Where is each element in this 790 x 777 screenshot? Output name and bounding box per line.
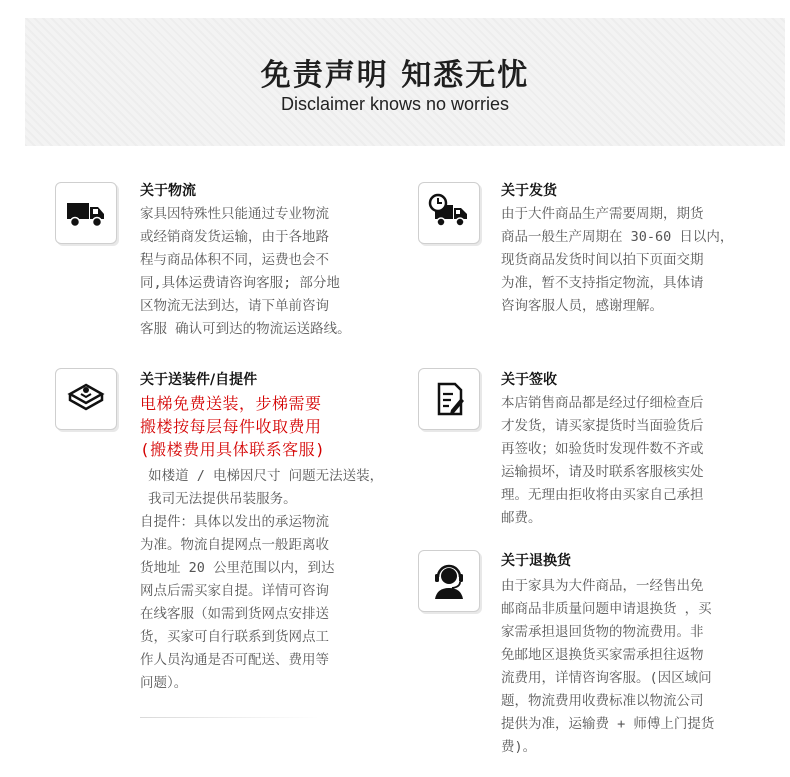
divider: [140, 717, 320, 718]
returns-title: 关于退换货: [501, 553, 571, 569]
customer-service-icon: [418, 550, 480, 612]
delivery-red-note: 电梯免费送装，步梯需要 搬楼按每层每件收取费用 (搬楼费用具体联系客服): [140, 394, 326, 459]
page-title: 免责声明 知悉无忧: [260, 58, 530, 93]
shipping-title: 关于发货: [501, 183, 557, 199]
shipping-body: 由于大件商品生产需要周期，期货 商品一般生产周期在 30-60 日以内， 现货商品发货时间以拍下页面交期 为准，暂不支持指定物流，具体请 咨询客服人员，感谢理解。: [501, 206, 734, 314]
logistics-title: 关于物流: [140, 183, 196, 199]
delivery-clock-icon: [418, 182, 480, 244]
box-assembly-icon: [55, 368, 117, 430]
delivery-title: 关于送装件/自提件: [140, 372, 258, 388]
sign-document-icon: [418, 368, 480, 430]
page-subtitle: Disclaimer knows no worries: [280, 94, 510, 114]
logistics-body: 家具因特殊性只能通过专业物流 或经销商发货运输，由于各地路 程与商品体积不同，运费也会不 同,具体运费请咨询客服; 部分地 区物流无法到达，请下单前咨询 客服 确认可到达的物流运送路线。: [140, 206, 351, 337]
receipt-title: 关于签收: [501, 372, 557, 388]
truck-icon: [55, 182, 117, 244]
receipt-body: 本店销售商品都是经过仔细检查后 才发货，请买家提货时当面验货后 再签收；如验货时发现件数不齐或 运输损坏，请及时联系客服核实处 理。无理由拒收将由买家自己承担 邮费。: [501, 395, 704, 526]
returns-body: 由于家具为大件商品，一经售出免 邮商品非质量问题申请退换货 ，买 家需承担退回货物的物流费用。非 免邮地区退换货买家需承担往返物 流费用，详情咨询客服。(因区域问 题，物流费用收费标准以物流公司 提供为准，运输费 + 师傅上门提货 费)。: [501, 578, 715, 755]
delivery-body: 如楼道 / 电梯因尺寸 问题无法送装， 我司无法提供吊装服务。 自提件：具体以发出的承运物流 为准。物流自提网点一般距离收 货地址 20 公里范围以内，到达 网点后需买家自提。详情可咨询 在线客服（如需到货网点安排送 货，买家可自行联系到货网点工 作人员沟通是否可配送、费用等 问题）。: [140, 468, 384, 691]
